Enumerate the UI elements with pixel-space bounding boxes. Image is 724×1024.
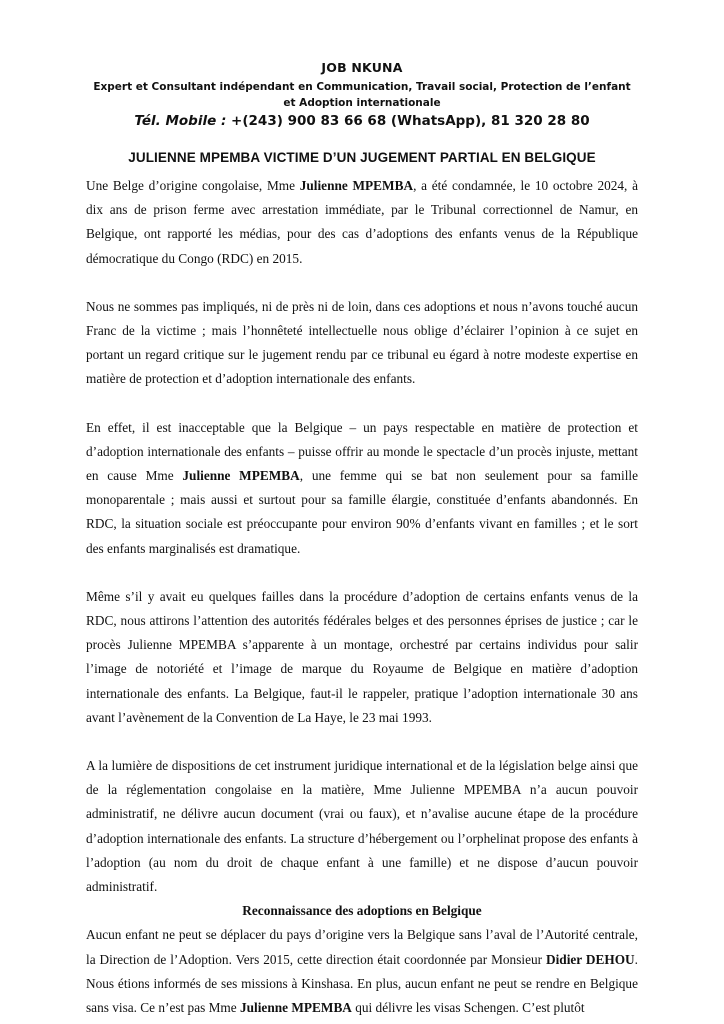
paragraph-5: A la lumière de dispositions de cet instrument juridique international et de la législation belge ainsi que de la réglementation congolaise en la matière, Mme Julienne MPEMBA n’a aucun pouvoir administratif, ne délivre aucun document (vrai ou faux), et n’avalise aucune étape de la procédure d’adoption internationale des enfants. La structure d’hébergement ou l’orphelinat propose des enfants à l’adoption (au nom du droit de chaque enfant à une famille) et ne dispose d’aucun pouvoir administratif. (86, 758, 638, 895)
author-role: Expert et Consultant indépendant en Communication, Travail social, Protection de l’enfant et Adoption internationale (93, 81, 631, 109)
paragraph-1: Une Belge d’origine congolaise, Mme Julienne MPEMBA, a été condamnée, le 10 octobre 2024, à dix ans de prison ferme avec arrestation immédiate, par le Tribunal correctionnel de Namur, en Belgique, ont rapporté les médias, pour des cas d’adoptions des enfants venus de la République démocratique du Congo (RDC) en 2015. (86, 178, 638, 266)
phone-numbers: +(243) 900 83 66 68 (WhatsApp), 81 320 28 80 (231, 113, 590, 129)
paragraph-3: En effet, il est inacceptable que la Belgique – un pays respectable en matière de protection et d’adoption internationale des enfants – puisse offrir au monde le spectacle d’un procès injuste, mettant en cause Mme Julienne MPEMBA, une femme qui se bat non seulement pour sa famille monoparentale ; mais aussi et surtout pour sa famille élargie, constituée d’enfants abandonnés. En RDC, la situation sociale est préoccupante pour environ 90% d’enfants vivant en familles ; et le sort des enfants marginalisés est dramatique. (86, 419, 638, 556)
article-body (86, 174, 638, 1020)
author-phone (0, 113, 724, 129)
paragraph-4: Même s’il y avait eu quelques failles dans la procédure d’adoption de certains enfants venus de la RDC, nous attirons l’attention des autorités fédérales belges et des personnes éprises de justice ; car le procès Julienne MPEMBA s’apparente à un montage, orchestré par certains individus pour salir l’image de notoriété et l’image de marque du Royaume de Belgique en matière d’adoption internationale des enfants. La Belgique, faut-il le rappeler, pratique l’adoption internationale 30 ans avant l’avènement de la Convention de La Haye, le 23 mai 1993. (86, 588, 638, 725)
person-name: Julienne MPEMBA (240, 1000, 352, 1016)
author-name: JOB NKUNA (321, 60, 403, 75)
person-name: Julienne MPEMBA (299, 178, 414, 193)
paragraph-2: Nous ne sommes pas impliqués, ni de près ni de loin, dans ces adoptions et nous n’avons touché aucun Franc de la victime ; mais l’honnêteté intellectuelle nous oblige d’éclairer l’opinion à ce sujet en portant un regard critique sur le jugement rendu par ce tribunal eu égard à notre modeste expertise en matière de protection et d’adoption internationale des enfants. (86, 298, 638, 387)
paragraph-6: Aucun enfant ne peut se déplacer du pays d’origine vers la Belgique sans l’aval de l’Autorité centrale, la Direction de l’Adoption. Vers 2015, cette direction était coordonnée par Monsieur Didier DEHOU. Nous étions informés de ses missions à Kinshasa. En plus, aucun enfant ne peut se rendre en Belgique sans visa. Ce n’est pas Mme Julienne MPEMBA qui délivre les visas Schengen. C’est plutôt (86, 927, 638, 1016)
person-name: Didier DEHOU (546, 951, 635, 967)
person-name: Julienne MPEMBA (182, 468, 300, 484)
phone-label: Tél. Mobile : (134, 113, 227, 129)
article-title: JULIENNE MPEMBA VICTIME D’UN JUGEMENT PARTIAL EN BELGIQUE (128, 150, 596, 165)
section-heading: Reconnaissance des adoptions en Belgique (242, 903, 482, 919)
